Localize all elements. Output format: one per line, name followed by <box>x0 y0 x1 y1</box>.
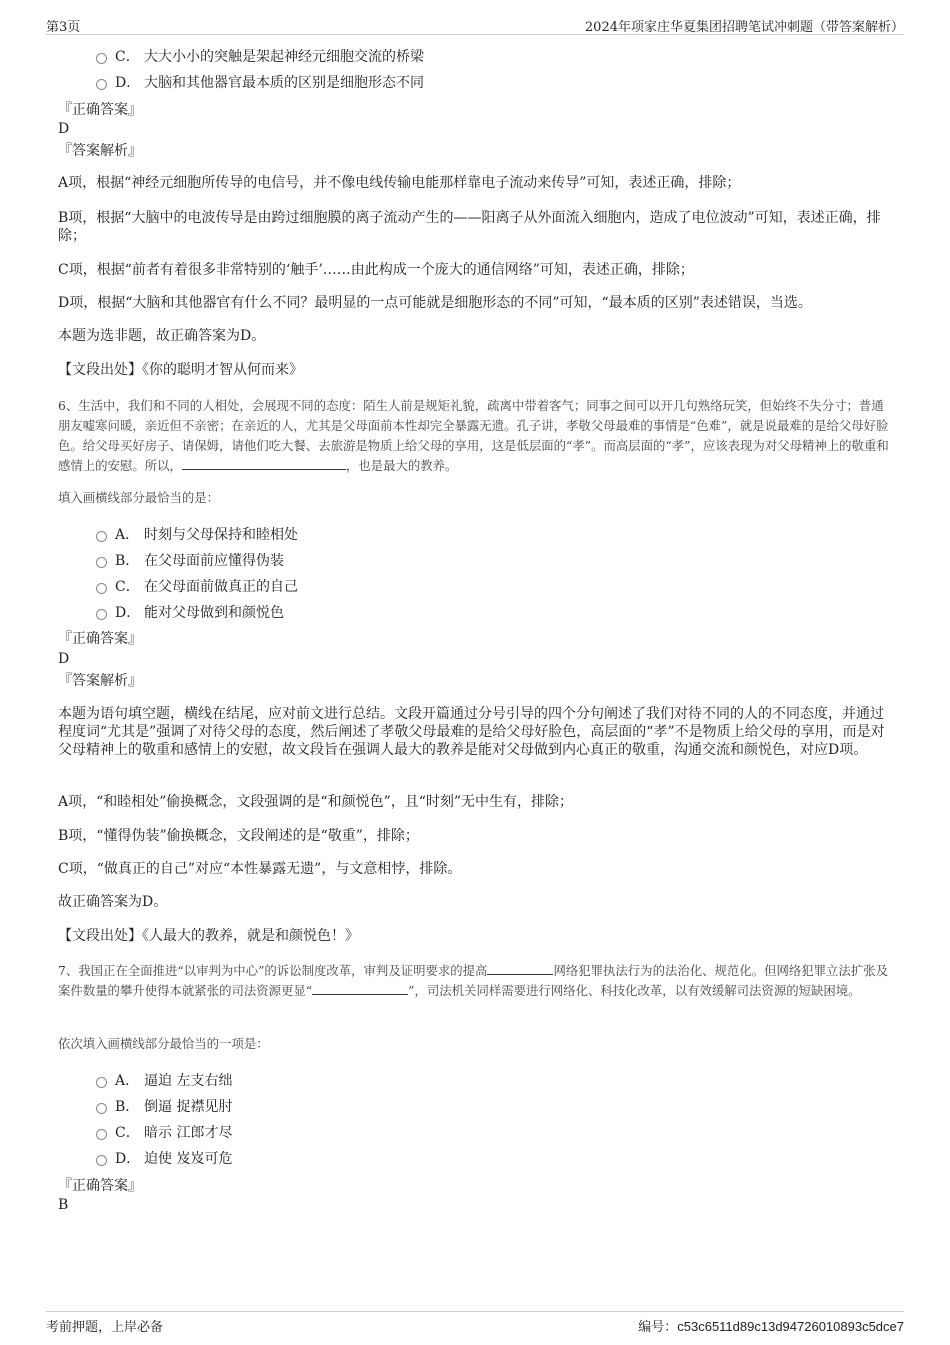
q7-stem-text: 7、我国正在全面推进“以审判为中心”的诉讼制度改革，审判及证明要求的提高 <box>58 963 488 978</box>
radio-icon[interactable] <box>96 1103 107 1114</box>
q7-answer-label: 『正确答案』 <box>58 1178 142 1194</box>
q5-analysis-label: 『答案解析』 <box>58 143 142 159</box>
q6-analysis-conclusion: 故正确答案为D。 <box>58 894 168 910</box>
q6-analysis-b: B项，“懂得伪装”偷换概念，文段阐述的是“敬重”，排除； <box>58 828 419 844</box>
page-number: 第3页 <box>46 20 81 35</box>
q7-stem-end: ”，司法机关同样需要进行网络化、科技化改革，以有效缓解司法资源的短缺困境。 <box>408 983 861 998</box>
q5-analysis-a: A项，根据“神经元细胞所传导的电信号，并不像电线传输电能那样靠电子流动来传导”可知，表述正确，排除； <box>58 175 741 191</box>
q7-stem-middle: 网络犯罪执法行为的法治化、规范化。但网络犯罪立法扩张及案件数量的攀升使得本就紧张的司法资源更显“ <box>58 963 888 998</box>
option-letter: A． <box>115 1073 140 1089</box>
option-letter: A． <box>115 527 140 543</box>
option-text: 大大小小的突触是架起神经元细胞交流的桥梁 <box>144 49 424 65</box>
document-code <box>638 1316 904 1335</box>
q7-blank-2 <box>312 981 408 995</box>
option-letter: B． <box>115 1099 140 1115</box>
q7-option-c[interactable] <box>58 1120 896 1146</box>
q6-analysis-a: A项，“和睦相处”偷换概念，文段强调的是“和颜悦色”，且“时刻”无中生有，排除； <box>58 794 574 810</box>
q7-option-a[interactable] <box>58 1068 896 1094</box>
q6-source: 【文段出处】《人最大的教养，就是和颜悦色！》 <box>58 928 359 944</box>
q6-stem <box>58 396 896 476</box>
q7-option-b[interactable] <box>58 1094 896 1120</box>
q7-stem <box>58 961 896 1001</box>
option-text: 时刻与父母保持和睦相处 <box>144 527 298 543</box>
option-letter: D． <box>115 75 141 91</box>
radio-icon[interactable] <box>96 531 107 542</box>
q5-analysis-conclusion: 本题为选非题，故正确答案为D。 <box>58 328 266 344</box>
code-value: c53c6511d89c13d94726010893c5dce7 <box>677 1319 904 1334</box>
option-letter: D． <box>115 605 141 621</box>
q5-analysis-d: D项，根据“大脑和其他器官有什么不同？最明显的一点可能就是细胞形态的不同”可知，“最本质的区别”表述错误，当选。 <box>58 295 812 311</box>
page-header <box>46 14 904 35</box>
q6-analysis-main: 本题为语句填空题，横线在结尾，应对前文进行总结。文段开篇通过分号引导的四个分句阐述了我们对待不同的人的不同态度，并通过程度词“尤其是”强调了对待父母的态度，然后阐述了孝敬父母最难的是给父母好脸色，高层面的“孝”不是物质上给父母的享用，而是对父母精神上的敬重和感情上的安慰，故文段旨在强调人最大的教养是能对父母做到内心真正的敬重，沟通交流和颜悦色，对应D项。 <box>58 706 885 758</box>
q7-blank-1 <box>487 961 553 975</box>
q6-analysis-c: C项，“做真正的自己”对应“本性暴露无遗”，与文意相悖，排除。 <box>58 861 462 877</box>
option-letter: C． <box>115 579 140 595</box>
q6-blank <box>182 456 346 470</box>
option-text: 在父母面前做真正的自己 <box>144 579 298 595</box>
option-text: 迫使 岌岌可危 <box>144 1151 233 1167</box>
option-text: 大脑和其他器官最本质的区别是细胞形态不同 <box>144 75 424 91</box>
q7-prompt: 依次填入画横线部分最恰当的一项是： <box>58 1036 269 1051</box>
q6-option-b[interactable] <box>58 548 896 574</box>
q6-analysis-label: 『答案解析』 <box>58 673 142 689</box>
radio-icon[interactable] <box>96 1077 107 1088</box>
q5-option-d[interactable] <box>58 70 896 96</box>
q6-option-c[interactable] <box>58 574 896 600</box>
q5-analysis-b: B项，根据“大脑中的电波传导是由跨过细胞膜的离子流动产生的——阳离子从外面流入细胞内，造成了电位波动”可知，表述正确，排除； <box>58 210 881 244</box>
radio-icon[interactable] <box>96 53 107 64</box>
option-letter: D． <box>115 1151 141 1167</box>
option-text: 在父母面前应懂得伪装 <box>144 553 284 569</box>
radio-icon[interactable] <box>96 557 107 568</box>
radio-icon[interactable] <box>96 583 107 594</box>
radio-icon[interactable] <box>96 79 107 90</box>
radio-icon[interactable] <box>96 1155 107 1166</box>
q5-analysis-c: C项，根据“前者有着很多非常特别的‘触手’……由此构成一个庞大的通信网络”可知，表述正确，排除； <box>58 262 694 278</box>
q7-option-d[interactable] <box>58 1146 896 1172</box>
q5-answer: D <box>58 121 70 137</box>
q5-option-c[interactable] <box>58 44 896 70</box>
q6-stem-text: 6、生活中，我们和不同的人相处，会展现不同的态度：陌生人前是规矩礼貌，疏离中带着客气；同事之间可以开几句熟络玩笑，但始终不失分寸；普通朋友嘘寒问暖，亲近但不亲密；在亲近的人，尤其是父母面前本性却完全暴露无遗。孔子讲，孝敬父母最难的事情是“色难”，就是说最难的是给父母好脸色。给父母买好房子、请保姆，请他们吃大餐、去旅游是物质上给父母的享用，这是低层面的“孝”。而高层面的“孝”，应该表现为对父母精神上的敬重和感情上的安慰。所以， <box>58 398 889 473</box>
option-text: 能对父母做到和颜悦色 <box>144 605 284 621</box>
q6-option-a[interactable] <box>58 522 896 548</box>
option-text: 逼迫 左支右绌 <box>144 1073 233 1089</box>
q7-answer: B <box>58 1197 69 1213</box>
q6-answer-label: 『正确答案』 <box>58 631 142 647</box>
q5-answer-label: 『正确答案』 <box>58 102 142 118</box>
q5-source: 【文段出处】《你的聪明才智从何而来》 <box>58 362 303 378</box>
radio-icon[interactable] <box>96 1129 107 1140</box>
document-title: 2024年项家庄华夏集团招聘笔试冲刺题（带答案解析） <box>584 20 904 35</box>
q6-prompt: 填入画横线部分最恰当的是： <box>58 490 220 505</box>
option-letter: C． <box>115 1125 140 1141</box>
q6-stem-end: ，也是最大的教养。 <box>345 458 458 473</box>
q6-answer: D <box>58 651 70 667</box>
footer-slogan: 考前押题，上岸必备 <box>46 1320 164 1335</box>
page-footer <box>46 1311 904 1335</box>
option-text: 暗示 江郎才尽 <box>144 1125 233 1141</box>
option-text: 倒逼 捉襟见肘 <box>144 1099 233 1115</box>
radio-icon[interactable] <box>96 609 107 620</box>
option-letter: B． <box>115 553 140 569</box>
code-label: 编号： <box>638 1320 678 1335</box>
option-letter: C． <box>115 49 140 65</box>
q6-option-d[interactable] <box>58 600 896 626</box>
